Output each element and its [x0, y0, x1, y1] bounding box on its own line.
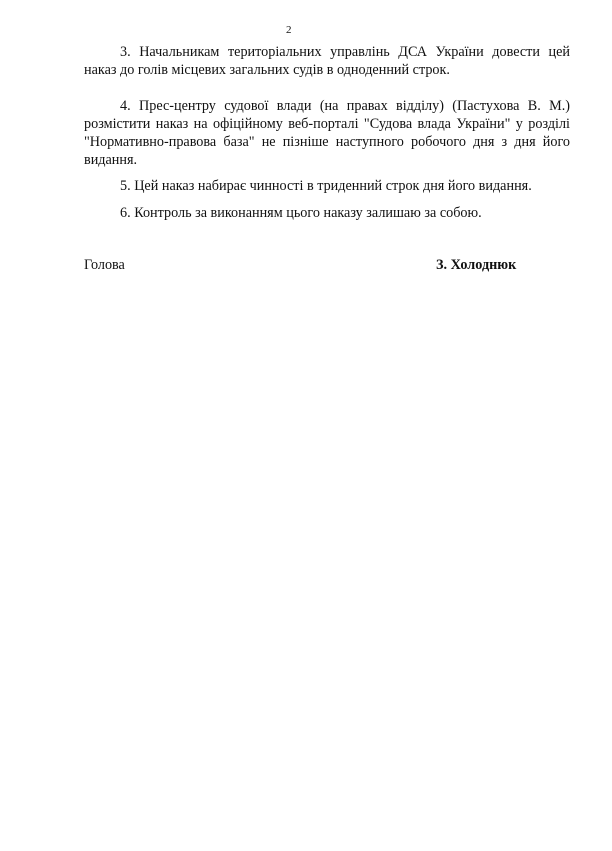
page-number: 2	[286, 24, 292, 36]
paragraph-5: 5. Цей наказ набирає чинності в триденний строк дня його видання.	[120, 178, 532, 194]
paragraph-3: 3. Начальникам територіальних управлінь ДСА України довести цей наказ до голів місцевих загальних судів в одноденний строк.	[84, 44, 570, 78]
signature-name: З. Холоднюк	[436, 257, 517, 273]
paragraph-4: 4. Прес-центру судової влади (на правах відділу) (Пастухова В. М.) розмістити наказ на офіційному веб-порталі "Судова влада України" у розділі "Нормативно-правова база" не пізніше наступного робочого дня з дня його видання.	[84, 98, 570, 168]
signature-position: Голова	[84, 257, 125, 273]
paragraph-6: 6. Контроль за виконанням цього наказу залишаю за собою.	[120, 205, 482, 221]
